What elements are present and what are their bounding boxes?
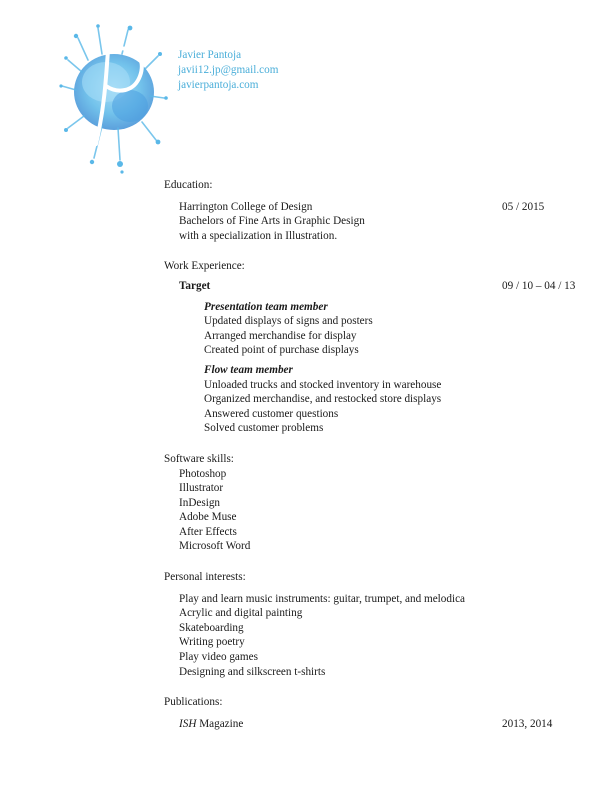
role-title: Presentation team member: [204, 300, 328, 313]
work-label: Work Experience:: [164, 260, 245, 273]
software-item: Photoshop: [179, 467, 227, 480]
education-label: Education:: [164, 179, 213, 191]
work-employer-row: [164, 279, 584, 294]
contact-name: Javier Pantoja: [178, 49, 242, 61]
interest-item: Play and learn music instruments: guitar, trumpet, and melodica: [179, 592, 466, 605]
education-school: Harrington College of Design: [179, 200, 313, 213]
interest-item: Play video games: [179, 651, 258, 664]
education-degree: Bachelors of Fine Arts in Graphic Design: [179, 215, 365, 228]
duty-item: Updated displays of signs and posters: [204, 315, 373, 328]
watercolor-splash-monogram-icon: [58, 20, 168, 180]
contact-email[interactable]: javii12.jp@gmail.com: [178, 64, 279, 76]
education-date: 05 / 2015: [502, 200, 545, 213]
duty-item: Unloaded trucks and stocked inventory in warehouse: [204, 378, 442, 391]
interest-item: Acrylic and digital painting: [179, 607, 303, 620]
publications-label: Publications:: [164, 696, 223, 709]
work-date: 09 / 10 – 04 / 13: [502, 279, 576, 292]
duty-item: Arranged merchandise for display: [204, 329, 357, 342]
software-item: After Effects: [179, 525, 237, 538]
software-item: Microsoft Word: [179, 540, 251, 553]
interest-item: Writing poetry: [179, 636, 245, 649]
duty-item: Created point of purchase displays: [204, 344, 359, 357]
contact-website[interactable]: javierpantoja.com: [178, 79, 259, 91]
software-item: Illustrator: [179, 482, 224, 495]
interest-item: Designing and silkscreen t-shirts: [179, 665, 326, 678]
resume-body: [164, 178, 584, 731]
education-school-row: [164, 200, 584, 215]
software-label: Software skills:: [164, 452, 234, 465]
interest-item: Skateboarding: [179, 621, 244, 634]
software-item: Adobe Muse: [179, 511, 237, 524]
interests-label: Personal interests:: [164, 571, 246, 584]
publication-row: [164, 717, 584, 732]
publication-date: 2013, 2014: [502, 717, 553, 730]
duty-item: Organized merchandise, and restocked store displays: [204, 393, 442, 406]
software-item: InDesign: [179, 496, 221, 509]
education-specialization: with a specialization in Illustration.: [179, 229, 338, 242]
contact-block: [178, 48, 278, 93]
publication-title-italic: ISH: [179, 717, 197, 730]
publication-title-rest: Magazine: [196, 717, 244, 730]
role-title: Flow team member: [204, 363, 293, 376]
duty-item: Solved customer problems: [204, 422, 324, 435]
work-employer: Target: [179, 279, 211, 292]
duty-item: Answered customer questions: [204, 407, 339, 420]
